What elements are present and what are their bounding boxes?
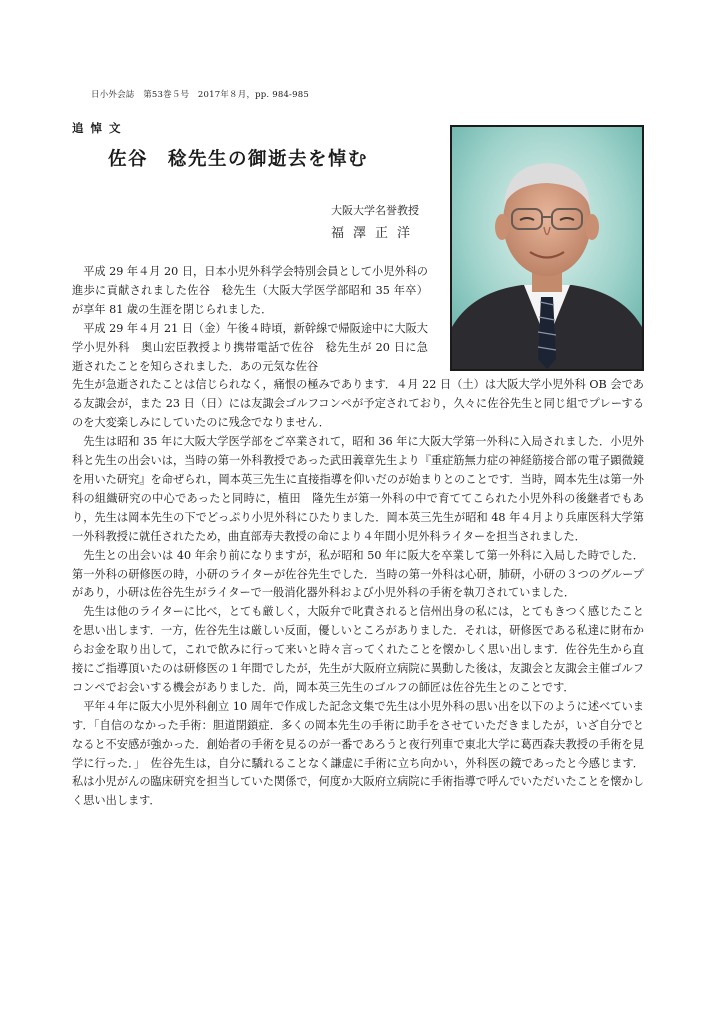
author-name: 福澤正洋 <box>330 226 419 241</box>
paragraph: 平年４年に阪大小児外科創立 10 周年で作成した記念文集で先生は小児外科の思い出を以下のように述べています．「自信のなかった手術：胆道閉鎖症．多くの岡本先生の手術に助手をさせていただきましたが，いざ自分でとなると不安感が強かった．創始者の手術を見るのが一番であろうと夜行列車で東北大学に葛西森夫教授の手術を見学に行った．」 佐谷先生は，自分に驕れることなく謙虚に手術に立ち向かい，外科医の鏡であったと今感じます．私は小児がんの臨床研究を担当していた関係で，何度か大阪府立病院に手術指導で呼んでいただいたことを懐かしく思い出します． <box>72 699 644 808</box>
paragraph: 平成 29 年４月 21 日（金）午後４時頃，新幹線で帰阪途中に大阪大学小児外科 奥山宏臣教授より携帯電話で佐谷 稔先生が 20 日に急逝されたことを知らされました．あの元気な佐谷 <box>72 321 428 373</box>
section-label: 追悼文 <box>72 121 128 135</box>
journal-citation: 日小外会誌 第53巻５号 2017年８月，pp. 984-985 <box>91 90 309 100</box>
page-title: 佐谷 稔先生の御逝去を悼む <box>108 149 369 170</box>
paragraph: 先生が急逝されたことは信じられなく，痛恨の極みであります．４月 22 日（土）は大阪大学小児外科 OB 会である友諏会が，また 23 日（日）には友諏会ゴルフコンペが予定されており，久々に佐谷先生と同じ組でプレーするのを大変楽しみにしていたのに残念でなりません． <box>72 378 644 430</box>
paragraph: 先生は昭和 35 年に大阪大学医学部をご卒業されて，昭和 36 年に大阪大学第一外科に入局されました．小児外科と先生の出会いは，当時の第一外科教授であった武田義章先生より『重症筋無力症の神経筋接合部の電子顕微鏡を用いた研究』を命ぜられ，岡本英三先生に直接指導を仰いだのが始まりとのことです．当時，岡本先生は第一外科の組織研究の中心であったと同時に，植田 隆先生が第一外科の中で育ててこられた小児外科の後継者でもあり，先生は岡本先生の下でどっぷり小児外科にひたりました．岡本英三先生が昭和 48 年４月より兵庫医科大学第一外科教授に就任されたため，曲直部寿夫教授の命により４年間小児外科ライターを担当されました． <box>72 435 644 543</box>
author-affiliation: 大阪大学名誉教授 <box>331 204 419 217</box>
paragraph: 先生との出会いは 40 年余り前になりますが，私が昭和 50 年に阪大を卒業して第一外科に入局した時でした．第一外科の研修医の時，小研のライターが佐谷先生でした．当時の第一外科は心研，肺研，小研の３つのグループがあり，小研は佐谷先生がライターで一般消化器外科および小児外科の手術を執刀されていました． <box>72 548 644 600</box>
paragraph: 平成 29 年４月 20 日，日本小児外科学会特別会員として小児外科の進歩に貢献されました佐谷 稔先生（大阪大学医学部昭和 35 年卒）が享年 81 歳の生涯を閉じられました． <box>72 265 428 316</box>
paragraph: 先生は他のライターに比べ，とても厳しく，大阪弁で叱責されると信州出身の私には，とてもきつく感じたことを思い出します．一方，佐谷先生は厳しい反面，優しいところがありました．それは，研修医である私達に財布からお金を取り出して，これで飲みに行って来いと時々言ってくれたことを懐かしく思い出します．佐谷先生から直接にご指導頂いたのは研修医の１年間でしたが，先生が大阪府立病院に異動した後は，友諏会と友諏会主催ゴルフコンペでお会いする機会がありました．尚，岡本英三先生のゴルフの師匠は佐谷先生とのことです． <box>72 605 644 694</box>
article-body <box>72 263 644 811</box>
